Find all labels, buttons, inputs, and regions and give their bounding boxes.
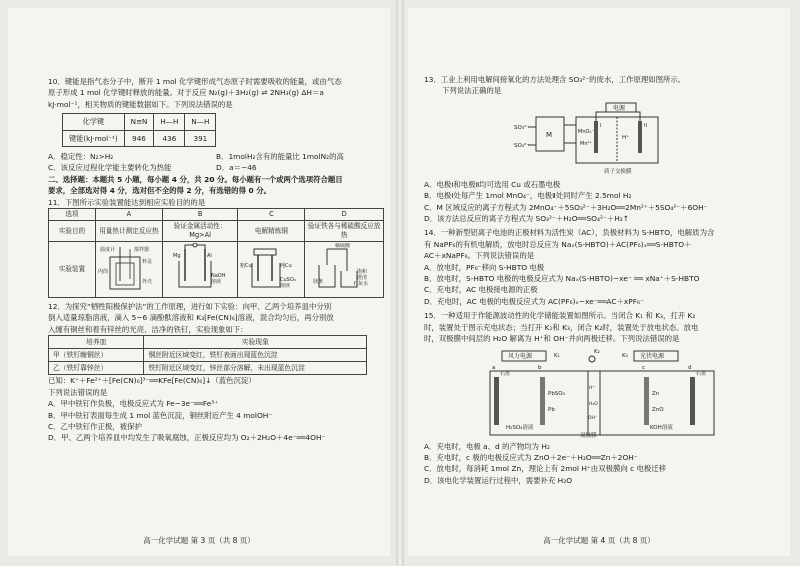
page-footer: 高一化学试题 第 3 页（共 8 页）	[143, 536, 255, 545]
table-cell: 键能(kJ·mol⁻¹)	[63, 130, 125, 146]
apparatus-c	[238, 242, 305, 298]
svg-text:溶液: 溶液	[280, 283, 291, 290]
svg-text:d: d	[688, 364, 692, 371]
q10-stem-line: kJ·mol⁻¹，相关物质的键能数据如下。下列说法错误的是	[48, 99, 233, 109]
svg-text:风力电源: 风力电源	[508, 352, 533, 360]
q15-option-c: C．放电时，每消耗 1mol Zn，理论上有 2mol H⁺由双极膜向 c 电极迁移	[424, 464, 667, 474]
svg-text:石墨: 石墨	[696, 370, 707, 377]
svg-text:MnO₄⁻: MnO₄⁻	[578, 128, 595, 135]
svg-text:KOH溶液: KOH溶液	[650, 424, 673, 431]
svg-text:K₃: K₃	[622, 352, 628, 359]
svg-text:Pb: Pb	[548, 406, 555, 413]
bipolar-membrane-label: 双极膜	[580, 432, 597, 439]
bond-energy-table	[62, 113, 216, 147]
svg-text:纯Cu: 纯Cu	[280, 263, 293, 270]
q15-stem-line: 时，装置处于图示充电状态；当打开 K₁和 K₃，闭合 K₂时，装置处于放电状态。放电	[424, 322, 699, 332]
table-cell: 391	[185, 130, 216, 146]
purpose-c: 电解精炼铜	[238, 221, 305, 242]
svg-text:稀硫酸: 稀硫酸	[335, 243, 351, 250]
table-header: H—H	[154, 114, 185, 130]
q12-option-b: B．甲中铁钉表面每生成 1 mol 蓝色沉淀，铜丝附近产生 4 molOH⁻	[48, 410, 273, 420]
purpose-b: 验证金属活动性：Mg>Al	[162, 221, 237, 242]
svg-text:镁条: 镁条	[313, 279, 324, 286]
q13-option-a: A．电极Ⅰ和电极Ⅱ均可选用 Cu 或石墨电极	[424, 179, 561, 189]
electrolysis-diagram	[240, 243, 302, 293]
svg-text:内筒: 内筒	[97, 269, 108, 276]
svg-text:Mg: Mg	[173, 253, 181, 260]
q10-option-b: B．1molH₂含有的能量比 1molN₂的高	[216, 152, 344, 162]
svg-text:Mn²⁺: Mn²⁺	[580, 140, 593, 147]
table-header: 培养皿	[49, 336, 144, 349]
svg-text:H₂SO₄溶液: H₂SO₄溶液	[506, 424, 534, 431]
svg-text:M: M	[546, 130, 553, 139]
svg-text:石墨: 石墨	[500, 370, 511, 377]
svg-text:a: a	[492, 364, 496, 371]
page-fold	[396, 0, 404, 566]
q14-option-b: B．放电时，S-HBTO 电极的电极反应式为 Naₓ(S-HBTO)−xe⁻ ══ xNa⁺＋S-HBTO	[424, 274, 700, 284]
apparatus-a	[95, 242, 162, 298]
svg-text:石灰水: 石灰水	[353, 281, 369, 288]
table-header: 实验现象	[144, 336, 367, 349]
svg-text:光伏电源: 光伏电源	[640, 352, 665, 360]
table-header: D	[305, 209, 384, 221]
q10-stem-line: 10．键能是指气态分子中，断开 1 mol 化学键形成气态原子时需要吸收的能量，或由气态	[48, 77, 342, 86]
table-header: 化学键	[63, 114, 125, 130]
q14-stem-line: 14．一种新型铝离子电池的正极材料为活性炭（AC），负极材料为 S-HBTO，电解质为含	[424, 228, 715, 238]
svg-text:I: I	[600, 122, 602, 129]
svg-text:温度计: 温度计	[99, 247, 115, 254]
q13-stem-line: 13．工业上利用电解间接氧化的方法处理含 SO₃²⁻的废水，工作原理如图所示。	[424, 75, 686, 84]
q15-option-a: A．充电时，电极 a、d 的产物均为 H₂	[424, 441, 550, 451]
q15-stem-line: 时，双极膜中间层的 H₂O 解离为 H⁺和 OH⁻并向两极迁移。下列说法错误的是	[424, 334, 680, 344]
svg-text:CuSO₄: CuSO₄	[280, 277, 297, 284]
row-label: 实验目的	[49, 221, 96, 242]
table-header: C	[238, 209, 305, 221]
svg-text:II: II	[644, 122, 647, 129]
table-cell: 436	[154, 130, 185, 146]
q10-stem-line: 原子形成 1 mol 化学键时释放的能量。对于反应 N₂(g)＋3H₂(g) ⇌ 2NH₃(g) ΔH＝a	[48, 88, 324, 98]
svg-text:NaOH: NaOH	[211, 273, 226, 280]
svg-text:b: b	[538, 364, 542, 371]
q13-option-d: D．该方法总反应的离子方程式为 SO₃²⁻＋H₂O══SO₄²⁻＋H₂↑	[424, 214, 629, 224]
q14-option-c: C．充电时，AC 电极接电源的正极	[424, 285, 538, 295]
svg-text:Zn: Zn	[652, 390, 660, 397]
svg-text:OH⁻: OH⁻	[588, 415, 598, 421]
q12-option-c: C．乙中铁钉作正极，被保护	[48, 421, 142, 431]
q15-option-b: B．充电时，c 极的电极反应式为 ZnO＋2e⁻＋H₂O══Zn＋2OH⁻	[424, 452, 638, 462]
q13-diagram-area	[424, 97, 776, 179]
svg-text:电源: 电源	[613, 104, 626, 112]
q13-option-c: C．M 区域反应的离子方程式为 2MnO₄⁻＋5SO₃²⁻＋3H₂O══2Mn²⁺＋5SO₄²⁻＋6OH⁻	[424, 202, 708, 212]
q14-option-d: D．充电时，AC 电极的电极反应式为 AC(PF₆)ₓ−xe⁻══AC＋xPF₆⁻	[424, 296, 644, 306]
table-cell: 铜丝附近区域变红，铁钉表面出现蓝色沉淀	[144, 349, 367, 362]
svg-text:Al: Al	[207, 253, 212, 260]
table-header: N—H	[185, 114, 216, 130]
svg-text:SO₃²⁻: SO₃²⁻	[514, 124, 530, 131]
q12-note: 已知：K⁺＋Fe²⁺＋[Fe(CN)₆]³⁻══KFe[Fe(CN)₆]↓（蓝色沉淀）	[48, 376, 256, 386]
svg-text:杯盖: 杯盖	[141, 259, 152, 266]
q12-option-a: A．甲中铁钉作负极，电极反应式为 Fe−3e⁻══Fe³⁺	[48, 399, 219, 409]
table-header: 选项	[49, 209, 96, 221]
q12-stem-line: 12．为探究“牺牲阳极保护法”的工作原理，进行如下实验：向甲、乙两个培养皿中分别	[48, 302, 332, 312]
question-13	[424, 74, 776, 486]
mg-al-cell-diagram	[169, 243, 231, 293]
table-header: N≡N	[124, 114, 154, 130]
svg-text:搅拌器: 搅拌器	[133, 247, 149, 254]
q12-stem-line: 倒入适量琼脂溶液，滴入 5~6 滴酚酞溶液和 K₃[Fe(CN)₆]溶液，混合均匀后，再分别放	[48, 313, 334, 323]
q11-stem: 11．下图所示实验装置能达到相应实验目的的是	[48, 197, 206, 207]
table-cell: 铁钉附近区域变红，锌丝部分溶解，未出现蓝色沉淀	[144, 362, 367, 375]
page-footer: 高一化学试题 第 4 页（共 8 页）	[543, 536, 655, 545]
svg-text:饱和: 饱和	[357, 269, 368, 276]
table-cell: 甲（铁钉缠铜丝）	[49, 349, 144, 362]
svg-text:H⁺: H⁺	[622, 134, 630, 141]
table-header: A	[95, 209, 162, 221]
q10-option-a: A．稳定性：N₂>H₂	[48, 152, 114, 162]
q12-stem-line: 入缠有铜丝和着有锌丝的光亮、洁净的铁钉，实验现象如下：	[48, 324, 248, 334]
svg-text:外壳: 外壳	[141, 279, 152, 286]
svg-text:c: c	[642, 364, 646, 371]
q12-option-d: D．甲、乙两个培养皿中均发生了吸氧腐蚀，正极反应均为 O₂＋2H₂O＋4e⁻══4OH⁻	[48, 433, 326, 443]
svg-text:澄清: 澄清	[357, 275, 368, 282]
q14-stem-line: 有 NaPF₆的有机电解质，放电时总反应为 Naₓ(S-HBTO)＋AC(PF₆)ₓ══S-HBTO＋	[424, 239, 692, 249]
q10-option-c: C．该反应过程化学能主要转化为热能	[48, 163, 172, 173]
right-page	[408, 8, 790, 556]
q14-option-a: A．放电时，PF₆⁻移向 S-HBTO 电极	[424, 262, 545, 272]
row-label: 实验装置	[49, 242, 96, 298]
energy-storage-diagram	[484, 347, 734, 441]
svg-text:PbSO₄: PbSO₄	[548, 390, 565, 397]
svg-text:粗Cu: 粗Cu	[240, 263, 253, 270]
q12-observation-table	[48, 335, 367, 375]
q15-diagram-area	[424, 345, 776, 441]
svg-text:H⁺: H⁺	[589, 385, 595, 391]
section-2-header: 二、选择题：本题共 5 小题，每小题 4 分，共 20 分。每小题有一个或两个选项符合题目	[48, 174, 343, 184]
svg-text:溶液: 溶液	[211, 279, 222, 286]
svg-text:质子交换膜: 质子交换膜	[604, 168, 632, 175]
question-10	[48, 76, 384, 444]
heat-test-diagram	[313, 243, 375, 293]
q13-option-b: B．电极Ⅰ处每产生 1mol MnO₄⁻，电极Ⅱ处同时产生 2.5mol H₂	[424, 191, 632, 201]
left-page	[8, 8, 390, 556]
q10-option-d: D．a＝−46	[216, 163, 257, 173]
apparatus-d	[305, 242, 384, 298]
svg-text:K₁: K₁	[554, 352, 560, 359]
electrolysis-cell-diagram	[514, 99, 694, 179]
purpose-a: 用量热计测定反应热	[95, 221, 162, 242]
q13-stem-line: 下列说法正确的是	[442, 86, 502, 96]
purpose-d: 验证铁各与稀硫酸反应放热	[305, 221, 384, 242]
svg-text:SO₄²⁻: SO₄²⁻	[514, 142, 530, 149]
svg-text:ZnO: ZnO	[652, 406, 664, 413]
table-cell: 946	[124, 130, 154, 146]
q14-stem-line: AC＋xNaPF₆。下列说法错误的是	[424, 251, 535, 261]
q15-option-d: D．该电化学装置运行过程中，需要补充 H₂O	[424, 475, 573, 485]
svg-text:K₂: K₂	[594, 348, 600, 355]
table-cell: 乙（铁钉靠锌丝）	[49, 362, 144, 375]
q12-ask: 下列说法错误的是	[48, 387, 108, 397]
calorimeter-diagram	[98, 243, 160, 293]
q15-stem-line: 15．一种适用于作能源波动性的化学储能装置如图所示。当闭合 K₁ 和 K₃，打开 K₂	[424, 311, 696, 321]
q11-experiment-table	[48, 208, 384, 298]
apparatus-b	[162, 242, 237, 298]
table-header: B	[162, 209, 237, 221]
svg-text:H₂O: H₂O	[589, 401, 598, 407]
section-2-header: 要求，全部选对得 4 分，选对但不全的得 2 分，有选错的得 0 分。	[48, 186, 272, 196]
